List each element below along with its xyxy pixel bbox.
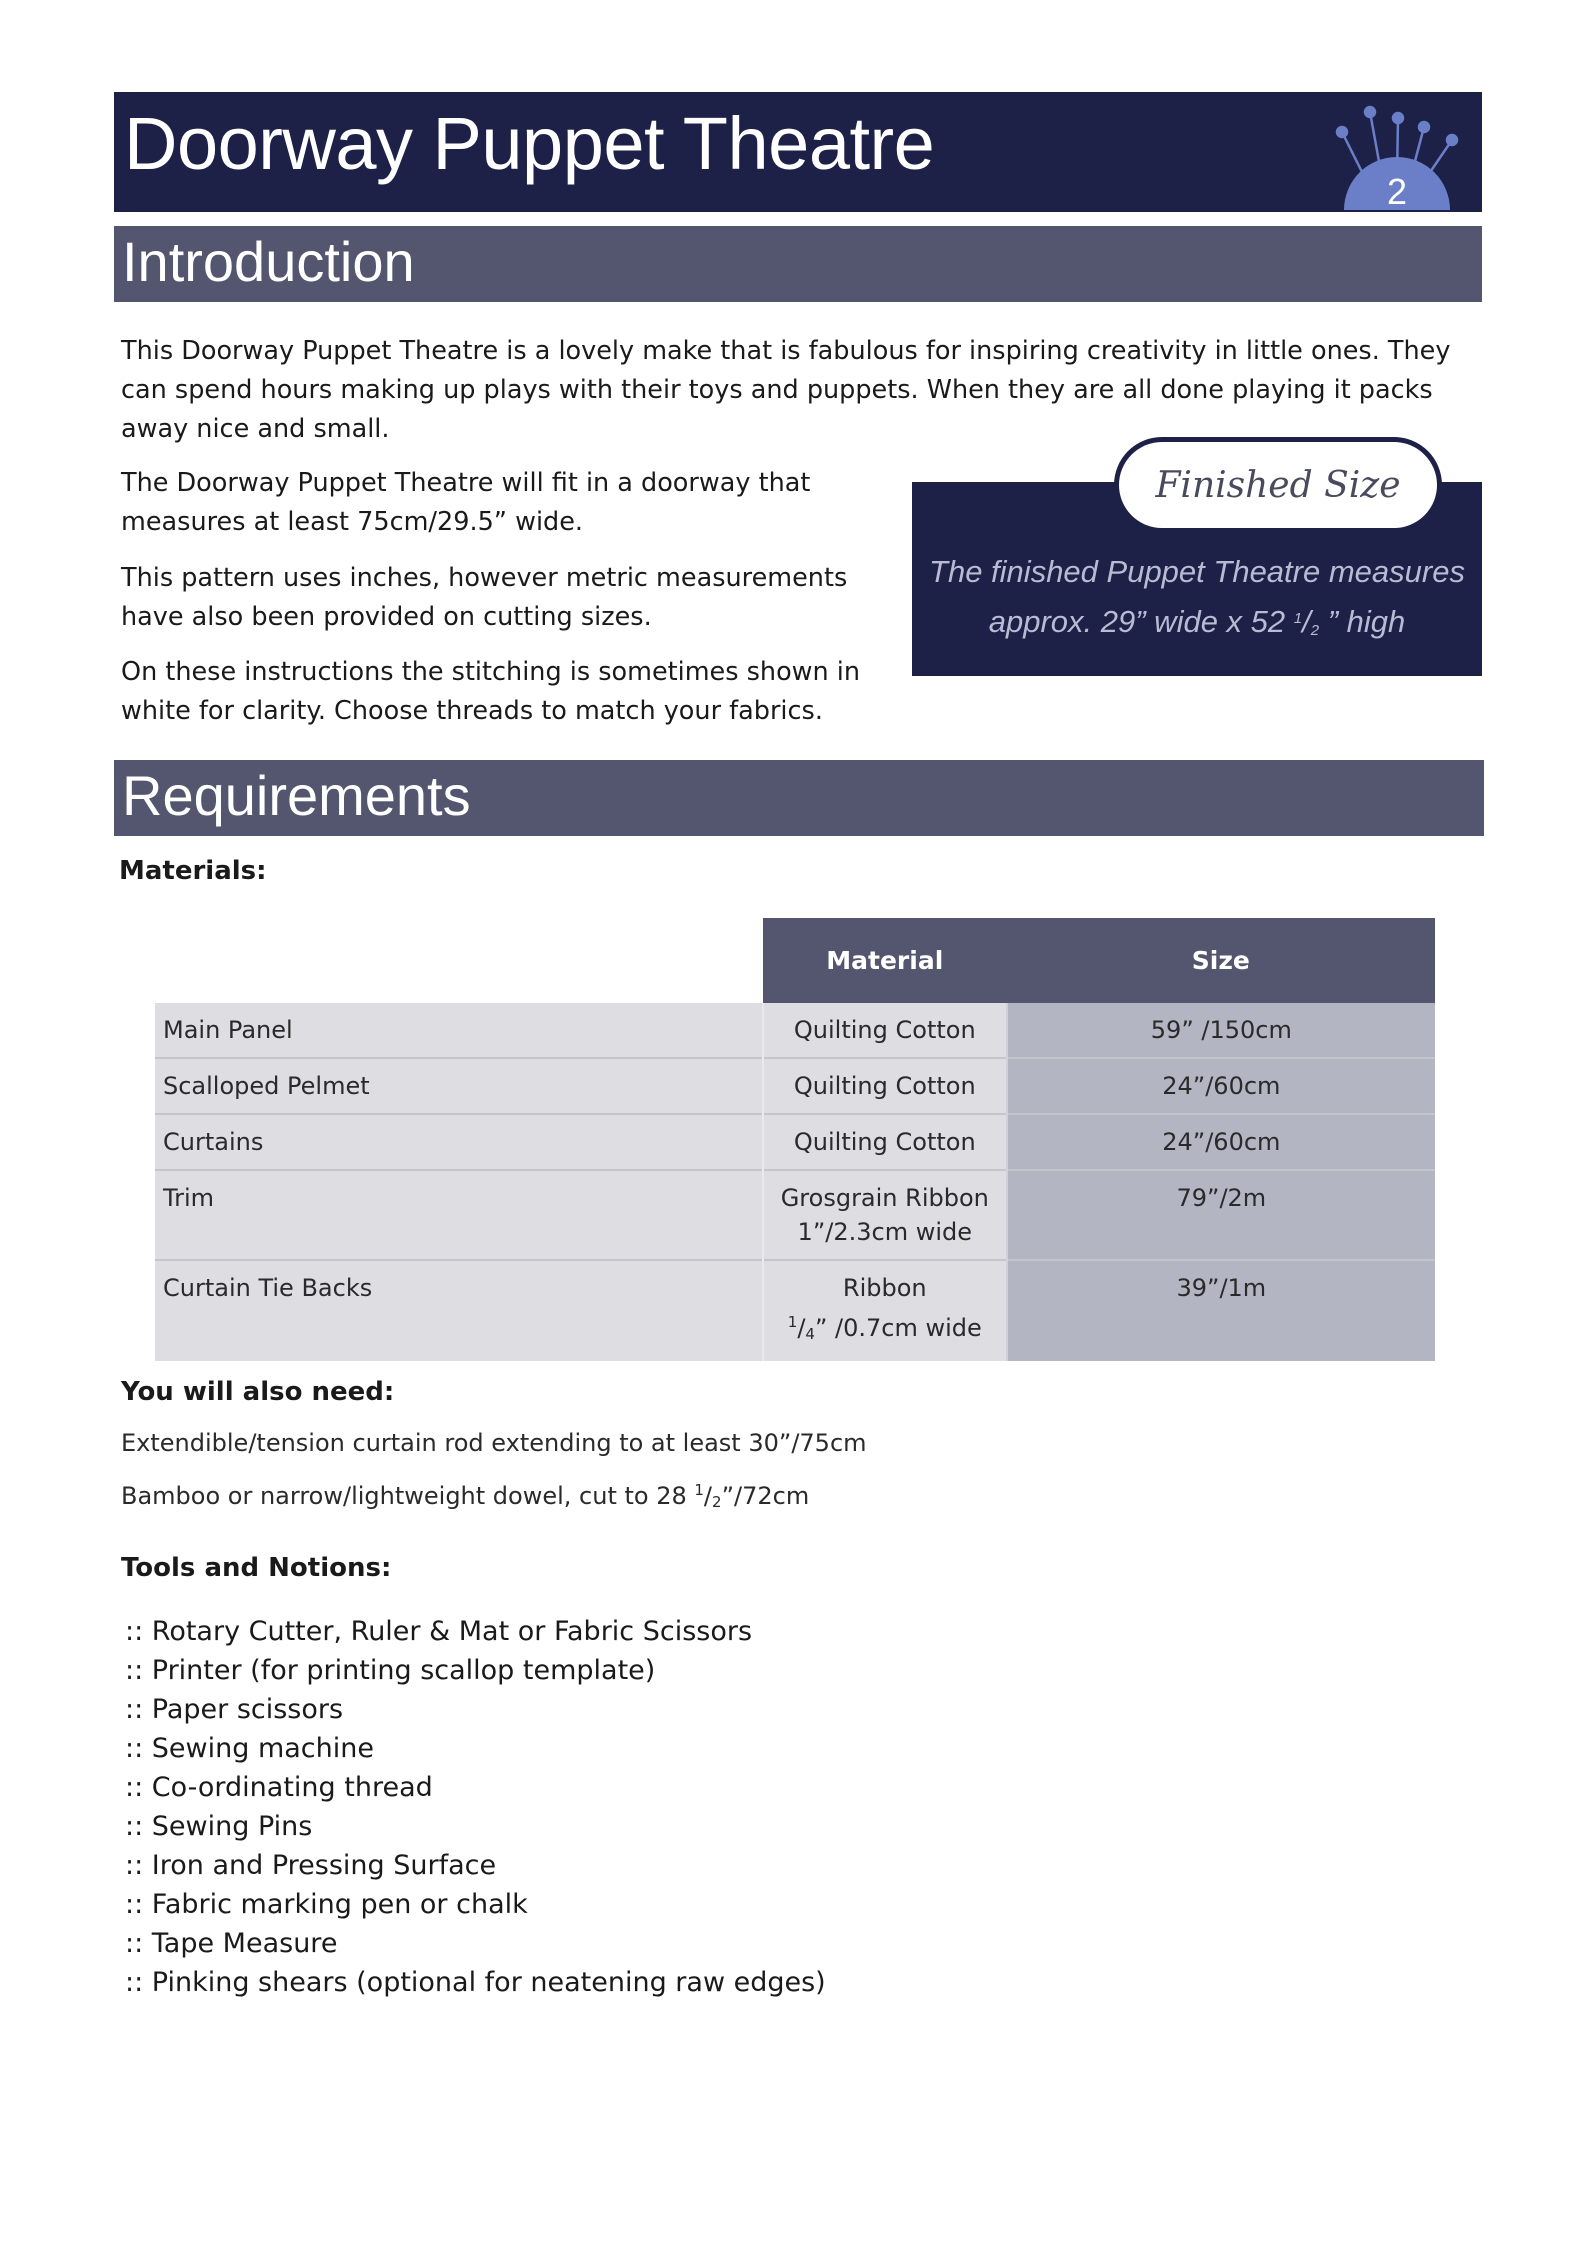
intro-paragraph: On these instructions the stitching is sometimes shown in white for clarity. Choose threads to match your fabrics. (121, 657, 861, 726)
page-title: Doorway Puppet Theatre (124, 102, 935, 185)
table-row (155, 1003, 1435, 1058)
table-row (155, 1170, 1435, 1260)
table-cell-material: Quilting Cotton (763, 1058, 1007, 1114)
table-header-row (155, 918, 1435, 1003)
table-cell-size: 39”/1m (1007, 1260, 1435, 1361)
table-cell-size: 24”/60cm (1007, 1114, 1435, 1170)
table-row (155, 1260, 1435, 1361)
table-header-size: Size (1007, 918, 1435, 1003)
materials-table (155, 918, 1435, 1361)
intro-paragraph: This pattern uses inches, however metric measurements have also been provided on cutting sizes. (121, 563, 848, 632)
tools-list (125, 1612, 826, 2002)
list-item: :: Sewing Pins (125, 1811, 313, 1842)
table-cell-material: Quilting Cotton (763, 1114, 1007, 1170)
list-item: :: Paper scissors (125, 1694, 344, 1725)
page-number: 2 (1386, 171, 1408, 210)
table-row (155, 1114, 1435, 1170)
materials-label: Materials: (119, 856, 267, 886)
table-cell-size: 59” /150cm (1007, 1003, 1435, 1058)
table-cell-material: Ribbon $^1/_4$” /0.7cm wide (763, 1260, 1007, 1361)
also-need-item: Extendible/tension curtain rod extending to at least 30”/75cm (121, 1429, 867, 1457)
finished-size-line2: approx. 29” wide x 52 $^1/_2$ ” high (988, 604, 1406, 639)
finished-size-title: Finished Size (1155, 464, 1401, 506)
table-cell-name: Curtains (155, 1114, 763, 1170)
section-header-introduction: Introduction (114, 226, 1482, 302)
title-banner (114, 92, 1482, 212)
finished-size-line1: The finished Puppet Theatre measures (929, 554, 1465, 589)
list-item: :: Fabric marking pen or chalk (125, 1889, 528, 1920)
also-need-label: You will also need: (121, 1377, 395, 1407)
list-item: :: Printer (for printing scallop template) (125, 1655, 656, 1686)
list-item: :: Iron and Pressing Surface (125, 1850, 497, 1881)
pincushion-page-badge (1322, 92, 1472, 210)
tools-label: Tools and Notions: (121, 1553, 392, 1583)
list-item: :: Sewing machine (125, 1733, 374, 1764)
table-cell-name: Scalloped Pelmet (155, 1058, 763, 1114)
table-cell-material: Quilting Cotton (763, 1003, 1007, 1058)
table-cell-name: Trim (155, 1170, 763, 1260)
table-cell-size: 24”/60cm (1007, 1058, 1435, 1114)
intro-paragraph: This Doorway Puppet Theatre is a lovely make that is fabulous for inspiring creativity in little ones. They can spend hours making up plays with their toys and puppets. When they are all done playing it packs away nice and small. (121, 336, 1451, 444)
list-item: :: Pinking shears (optional for neatening raw edges) (125, 1967, 826, 1998)
table-header-blank (155, 918, 763, 1003)
table-cell-size: 79”/2m (1007, 1170, 1435, 1260)
finished-size-text (912, 548, 1482, 654)
intro-paragraph: The Doorway Puppet Theatre will fit in a doorway that measures at least 75cm/29.5” wide. (121, 468, 811, 537)
also-need-item: Bamboo or narrow/lightweight dowel, cut to 28 $^1/_2”/72cm$ (121, 1481, 810, 1511)
list-item: :: Rotary Cutter, Ruler & Mat or Fabric Scissors (125, 1616, 753, 1647)
list-item: :: Co-ordinating thread (125, 1772, 433, 1803)
table-cell-name: Curtain Tie Backs (155, 1260, 763, 1361)
finished-size-label-pill (1114, 437, 1442, 533)
table-cell-name: Main Panel (155, 1003, 763, 1058)
table-header-material: Material (763, 918, 1007, 1003)
table-row (155, 1058, 1435, 1114)
list-item: :: Tape Measure (125, 1928, 338, 1959)
section-header-requirements: Requirements (114, 760, 1484, 836)
table-cell-material: Grosgrain Ribbon 1”/2.3cm wide (763, 1170, 1007, 1260)
